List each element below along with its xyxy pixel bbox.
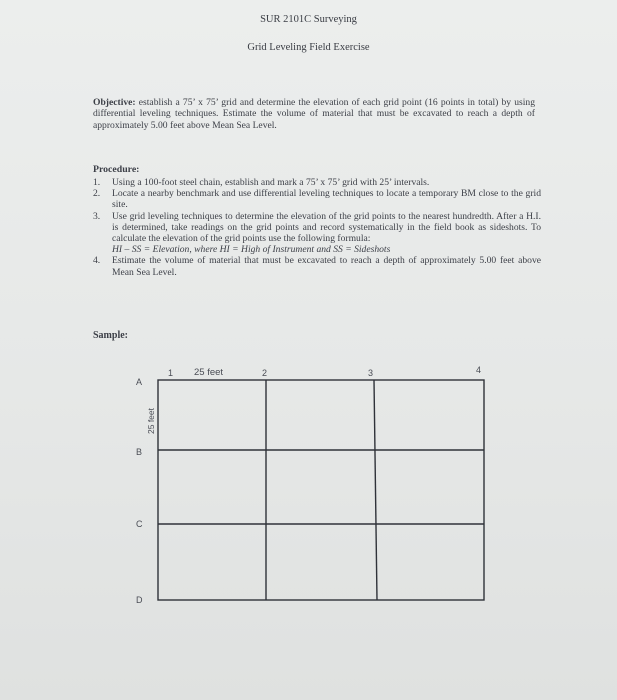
column-label: 3 [368, 368, 374, 378]
objective-text: establish a 75’ x 75’ grid and determine the elevation of each grid point (16 points in total) by using differential leveling techniques. Estimate the volume of material that must be excavated to reach a depth of approximately 5.00 feet above Mean Sea Level. [93, 97, 535, 131]
objective-label: Objective: [93, 97, 136, 108]
vertical-spacing-text: 25 feet [146, 408, 156, 434]
step-text: Using a 100-foot steel chain, establish and mark a 75’ x 75’ grid with 25’ intervals. [112, 177, 430, 188]
procedure-step [93, 255, 541, 277]
step-text: Estimate the volume of material that must be excavated to reach a depth of approximately 5.00 feet above Mean Sea Level. [112, 255, 541, 278]
column-label: 1 [168, 368, 174, 378]
step-number: 4. [93, 255, 101, 267]
row-label: A [136, 377, 143, 387]
elevation-formula: HI – SS = Elevation, where HI = High of Instrument and SS = Sideshots [112, 244, 391, 256]
step-text: Use grid leveling techniques to determine the elevation of the grid points to the nearest hundredth. After a H.I. is determined, take readings on the grid points and record systematically in the field book as sideshots. To calculate the elevation of the grid points use the following formula: [112, 210, 541, 245]
step-number: 2. [93, 188, 101, 200]
objective-paragraph [93, 97, 535, 131]
procedure-steps [93, 177, 541, 278]
procedure-step [93, 177, 541, 188]
exercise-title: Grid Leveling Field Exercise [247, 42, 370, 53]
grid-line [374, 380, 377, 600]
procedure-title: Procedure: [93, 164, 140, 175]
step-number: 3. [93, 210, 101, 222]
step-text: Locate a nearby benchmark and use differential leveling techniques to locate a temporary BM close to the grid site. [112, 188, 541, 211]
row-label: B [136, 447, 143, 457]
procedure-step [93, 188, 541, 210]
course-title: SUR 2101C Surveying [260, 14, 357, 25]
step-number: 1. [93, 177, 101, 188]
grid-svg [157, 377, 485, 601]
column-label: 2 [262, 368, 268, 378]
sample-label: Sample: [93, 330, 128, 341]
row-label: C [136, 519, 143, 529]
grid-outline [158, 380, 484, 600]
procedure-step [93, 211, 541, 256]
row-label: D [136, 595, 143, 605]
sample-grid [157, 377, 485, 601]
horizontal-spacing-label: 25 feet [194, 367, 224, 378]
column-label: 4 [476, 365, 482, 375]
